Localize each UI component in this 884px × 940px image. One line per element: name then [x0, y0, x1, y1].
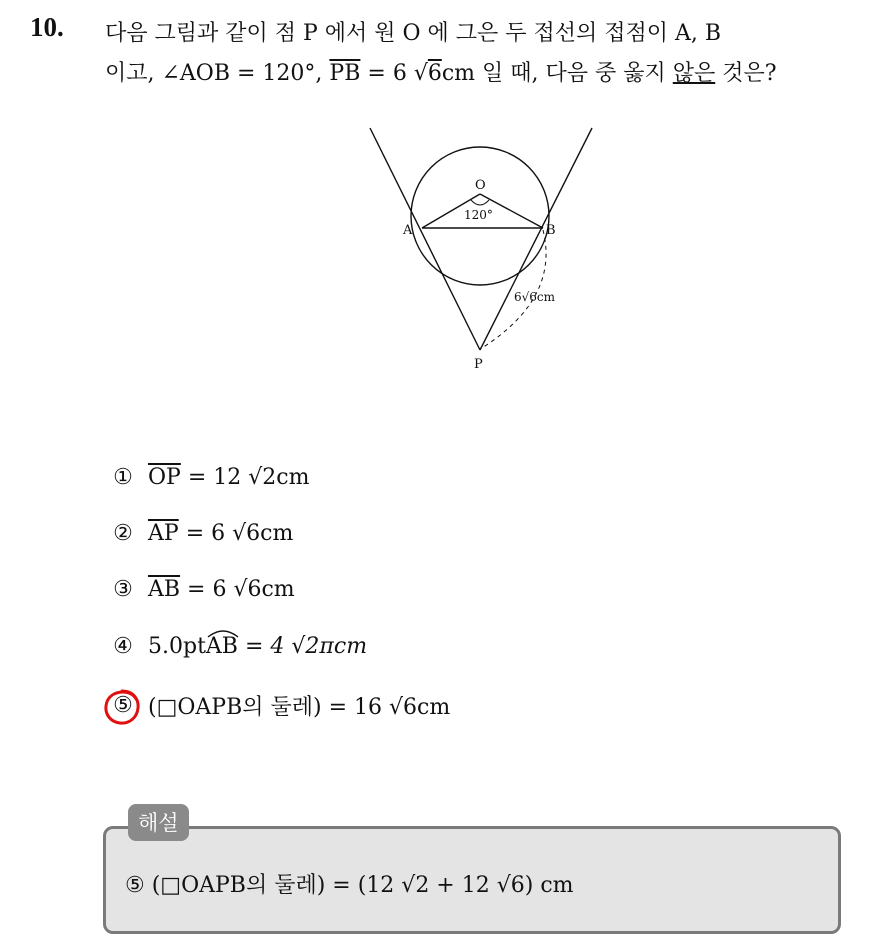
choice-2[interactable] — [108, 521, 293, 546]
choice-4-mark: ④ — [113, 634, 133, 659]
choice-4[interactable] — [108, 634, 367, 659]
label-angle: 120° — [464, 208, 493, 222]
segment-op: $\overline{OP}$ — [148, 465, 181, 490]
choice-1-mark: ① — [113, 465, 133, 490]
choice-3-rest: = 6 √6cm — [180, 577, 295, 602]
question-line2-post: 것은? — [715, 61, 777, 86]
question-text-line1: 다음 그림과 같이 점 P 에서 원 O 에 그은 두 접선의 접점이 A, B — [105, 21, 722, 46]
emphasis-underlined: 않은 — [672, 61, 716, 86]
choice-2-rest: = 6 √6cm — [178, 521, 294, 546]
arc-mark — [206, 628, 240, 638]
angle-arc — [471, 200, 489, 205]
tangent-line-pb — [480, 128, 592, 350]
length-arc-dashed — [482, 230, 546, 348]
tangent-line-pa — [370, 128, 480, 350]
question-line2-mid: = 6 √ — [360, 61, 428, 86]
segment-ap: $\overline{AP}$ — [148, 521, 179, 546]
choice-1-text — [148, 465, 309, 490]
choice-5[interactable] — [108, 690, 450, 721]
question-line2-unit: cm 일 때, 다음 중 옳지 — [441, 61, 673, 86]
solution-tab: 해설 — [128, 804, 189, 841]
choice-3-mark: ③ — [113, 577, 133, 602]
arc-ab — [206, 634, 238, 659]
choice-5-text: (□OAPB의 둘레) = 16 √6cm — [148, 695, 451, 720]
choice-5-mark — [108, 693, 138, 718]
choice-2-mark: ② — [113, 521, 133, 546]
choice-3[interactable] — [108, 577, 295, 602]
choice-4-rest: = 4 √2πcm — [237, 634, 368, 659]
segment-pb: $\overline{PB}$ — [329, 61, 361, 86]
choice-3-text — [148, 577, 295, 602]
radicand: 6 — [427, 61, 442, 86]
solution-text: ⑤ (□OAPB의 둘레) = (12 √2 + 12 √6) cm — [125, 873, 574, 898]
label-a: A — [403, 223, 413, 238]
choice-5-mark-text: ⑤ — [113, 693, 133, 718]
choice-1-rest: = 12 √2cm — [180, 465, 310, 490]
label-o: O — [475, 178, 486, 193]
question-text-line2 — [105, 56, 777, 87]
label-p: P — [474, 357, 483, 372]
choice-4-pre: 5.0pt — [148, 634, 206, 659]
choice-2-text — [148, 521, 293, 546]
choice-1[interactable] — [108, 465, 309, 490]
label-b: B — [546, 223, 556, 238]
question-line2-pre: 이고, ∠AOB = 120°, — [105, 61, 330, 86]
geometry-diagram — [360, 118, 610, 388]
arc-ab-label: AB — [205, 634, 238, 659]
label-length: 6√6cm — [514, 290, 556, 304]
choice-4-text — [148, 634, 367, 659]
segment-ab: $\overline{AB}$ — [148, 577, 181, 602]
question-number: 10. — [30, 12, 64, 42]
